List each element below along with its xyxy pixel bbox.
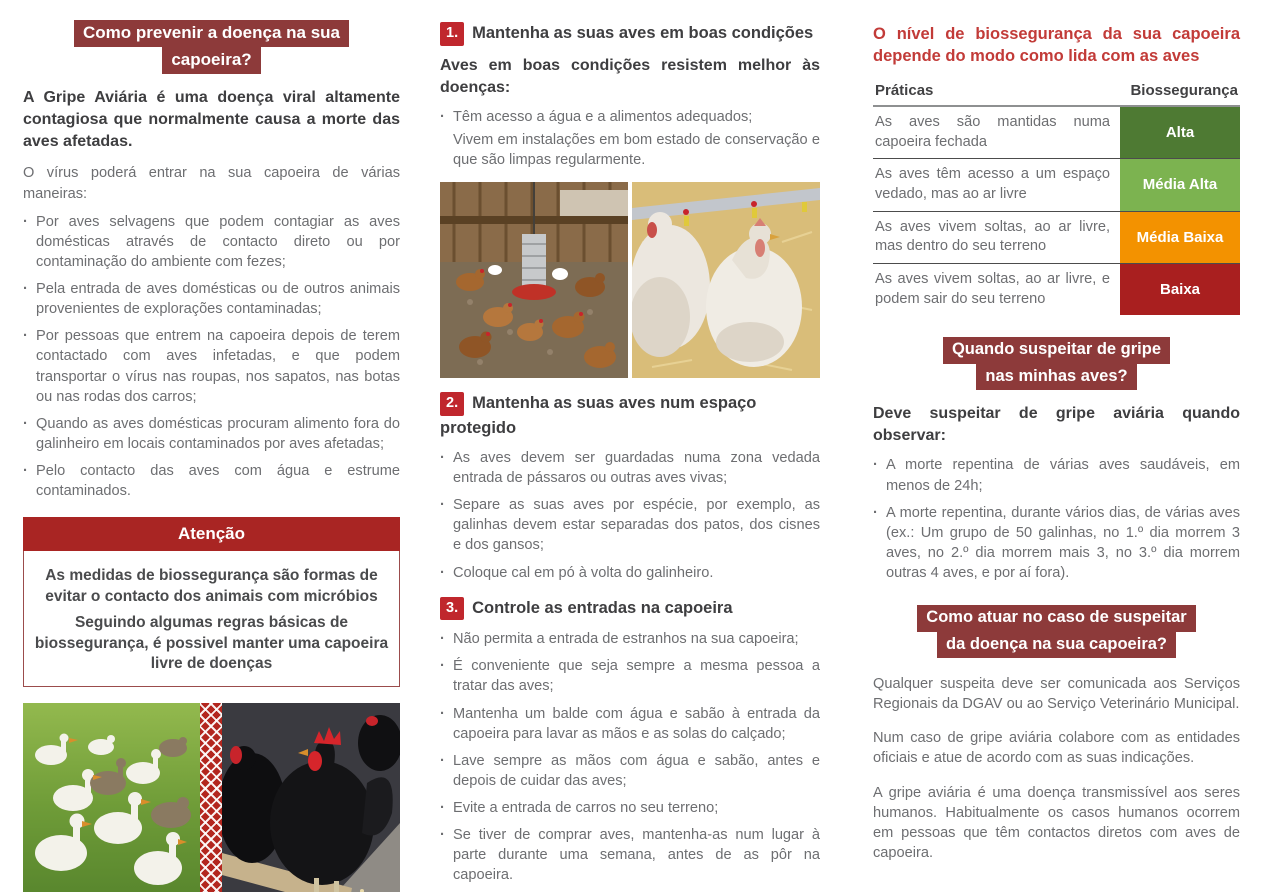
list-item	[440, 798, 820, 818]
bullet-text: · Coloque cal em pó à volta do galinheiro.	[453, 564, 714, 581]
list-item	[440, 656, 820, 696]
list-item	[23, 212, 400, 272]
chicken-coop-photo	[440, 182, 628, 378]
bullet-text: · Não permita a entrada de estranhos na sua capoeira;	[453, 631, 799, 648]
bullet-text: · Separe as suas aves por espécie, por exemplo, as galinhas devem estar separadas dos patos, dos cisnes e dos gansos;	[453, 497, 820, 554]
section2-title: Mantenha as suas aves num espaço protegido	[440, 394, 757, 437]
attention-paragraph-1: As medidas de biossegurança são formas de evitar o contacto dos animais com micróbios	[45, 567, 378, 605]
bullet-text: · É conveniente que seja sempre a mesma pessoa a tratar das aves;	[453, 658, 820, 695]
when-suspect-heading	[873, 337, 1240, 390]
suspect-intro-bold: Deve suspeitar de gripe aviária quando observar:	[873, 405, 1240, 445]
prevent-heading-line2: capoeira?	[162, 47, 260, 74]
practice-cell: As aves são mantidas numa capoeira fechada	[875, 113, 1110, 150]
act-paragraph-2: Num caso de gripe aviária colabore com as entidades oficiais e atue de acordo com as suas indicações.	[873, 730, 1240, 767]
bullet-text: · Por pessoas que entrem na capoeira depois de terem contactado com aves infetadas, e que podem transportar o vírus nas roupas, nos sapatos, nas botas ou nas rodas dos carros;	[36, 328, 400, 405]
attention-paragraph-2: Seguindo algumas regras básicas de biossegurança, é possivel manter uma capoeira livre de doenças	[34, 614, 389, 673]
when-suspect-heading-line1: Quando suspeitar de gripe	[943, 337, 1170, 363]
left-photo-row	[23, 703, 400, 892]
section3-number-badge: 3.	[440, 597, 464, 621]
table-row	[873, 107, 1240, 159]
black-rooster-photo	[222, 703, 400, 892]
bullet-text: · Têm acesso a água e a alimentos adequados;	[453, 108, 753, 125]
section2-heading	[440, 392, 820, 440]
list-item	[873, 455, 1240, 495]
middle-column	[440, 20, 820, 892]
act-paragraph-1: Qualquer suspeita deve ser comunicada aos Serviços Regionais da DGAV ou ao Serviço Veterinário Municipal.	[873, 676, 1240, 713]
biosecurity-table	[873, 82, 1240, 316]
section3-title: Controle as entradas na capoeira	[472, 598, 733, 617]
list-item	[440, 751, 820, 791]
geese-photo	[23, 703, 200, 892]
prevent-heading-line1: Como prevenir a doença na sua	[74, 20, 349, 47]
list-item	[23, 279, 400, 319]
section1-title: Mantenha as suas aves em boas condições	[472, 24, 814, 42]
virus-entry-intro: O vírus poderá entrar na sua capoeira de várias maneiras:	[23, 165, 400, 202]
section2-number-badge: 2.	[440, 392, 464, 416]
level-cell: Alta	[1120, 107, 1240, 158]
when-suspect-heading-line2: nas minhas aves?	[976, 364, 1136, 390]
prevent-heading	[23, 20, 400, 74]
section3-bullet-list	[440, 629, 820, 885]
list-item	[23, 461, 400, 501]
section1-bullet-list	[440, 107, 820, 170]
list-item	[23, 326, 400, 407]
list-item	[873, 503, 1240, 584]
section1-number-badge: 1.	[440, 22, 464, 46]
avian-flu-intro-bold: A Gripe Aviária é uma doença viral altamente contagiosa que normalmente causa a morte das aves afetadas.	[23, 89, 400, 151]
attention-box	[23, 517, 400, 686]
section1-heading	[440, 22, 820, 47]
list-item	[440, 107, 820, 127]
practice-cell: As aves vivem soltas, ao ar livre, e podem sair do seu terreno	[875, 271, 1110, 307]
level-cell: Baixa	[1120, 264, 1240, 315]
right-column	[873, 20, 1240, 863]
list-item	[440, 629, 820, 649]
list-item	[440, 495, 820, 555]
list-item	[23, 414, 400, 454]
section2-bullet-list	[440, 448, 820, 583]
table-row	[873, 159, 1240, 211]
practice-cell: As aves têm acesso a um espaço vedado, mas ao ar livre	[875, 166, 1110, 202]
bullet-text: · Mantenha um balde com água e sabão à entrada da capoeira para lavar as mãos e as solas do calçado;	[453, 705, 820, 742]
bullet-text: · Se tiver de comprar aves, mantenha-as num lugar à parte durante uma semana, antes de as pôr na capoeira.	[453, 827, 820, 884]
level-cell: Média Alta	[1120, 159, 1240, 210]
level-cell: Média Baixa	[1120, 212, 1240, 263]
bullet-text: · Lave sempre as mãos com água e sabão, antes e depois de cuidar das aves;	[453, 752, 820, 789]
list-item	[440, 825, 820, 885]
attention-box-body	[24, 551, 399, 685]
bullet-text: · Pela entrada de aves domésticas ou de outros animais provenientes de explorações contaminadas;	[36, 281, 400, 318]
middle-top-photo-row	[440, 182, 820, 378]
virus-entry-bullet-list	[23, 212, 400, 502]
bullet-text: · Evite a entrada de carros no seu terreno;	[453, 800, 719, 817]
bullet-text: · Quando as aves domésticas procuram alimento fora do galinheiro em locais contaminados por aves afetadas;	[36, 415, 400, 452]
attention-box-title: Atenção	[23, 517, 400, 551]
table-row	[873, 212, 1240, 264]
table-row	[873, 264, 1240, 315]
biosecurity-table-header	[873, 82, 1240, 107]
embroidery-pattern-strip	[200, 703, 222, 892]
white-poultry-photo	[632, 182, 820, 378]
bullet-text: · As aves devem ser guardadas numa zona vedada entrada de pássaros ou outras aves vivas;	[453, 449, 820, 487]
section1-extra-text: Vivem em instalações em bom estado de conservação e que são limpas regularmente.	[453, 131, 820, 168]
act-paragraph-3: A gripe aviária é uma doença transmissível aos seres humanos. Habitualmente os casos humanos ocorrem em pessoas que têm contactos diretos com aves de capoeira.	[873, 784, 1240, 861]
suspect-bullet-list	[873, 455, 1240, 583]
how-to-act-heading	[873, 605, 1240, 658]
section1-subtitle: Aves em boas condições resistem melhor às doenças:	[440, 56, 820, 96]
biosecurity-level-heading: O nível de biossegurança da sua capoeira depende do modo como lida com as aves	[873, 25, 1240, 65]
list-item	[440, 563, 820, 583]
section3-heading	[440, 597, 820, 622]
how-to-act-heading-line2: da doença na sua capoeira?	[937, 632, 1176, 658]
bullet-text: · Pelo contacto das aves com água e estrume contaminados.	[36, 463, 400, 500]
list-item	[440, 704, 820, 744]
column-header-practices: Práticas	[875, 81, 934, 99]
left-column	[23, 20, 400, 892]
how-to-act-heading-line1: Como atuar no caso de suspeitar	[917, 605, 1195, 631]
bullet-text: · A morte repentina, durante vários dias, de várias aves (ex.: Um grupo de 50 galinhas, no 1.º dia morrem 3 aves, no 2.º dia morrem mais 3, no 3.º dia morrem outras 4 aves, e por aí fora).	[886, 504, 1240, 582]
bullet-text: · Por aves selvagens que podem contagiar as aves domésticas através de contacto direto ou por contaminação do ambiente com fezes;	[36, 213, 400, 270]
column-header-biosecurity: Biossegurança	[1130, 81, 1238, 99]
bullet-text: · A morte repentina de várias aves saudáveis, em menos de 24h;	[886, 457, 1240, 494]
practice-cell: As aves vivem soltas, ao ar livre, mas dentro do seu terreno	[875, 218, 1110, 255]
list-item	[440, 448, 820, 488]
